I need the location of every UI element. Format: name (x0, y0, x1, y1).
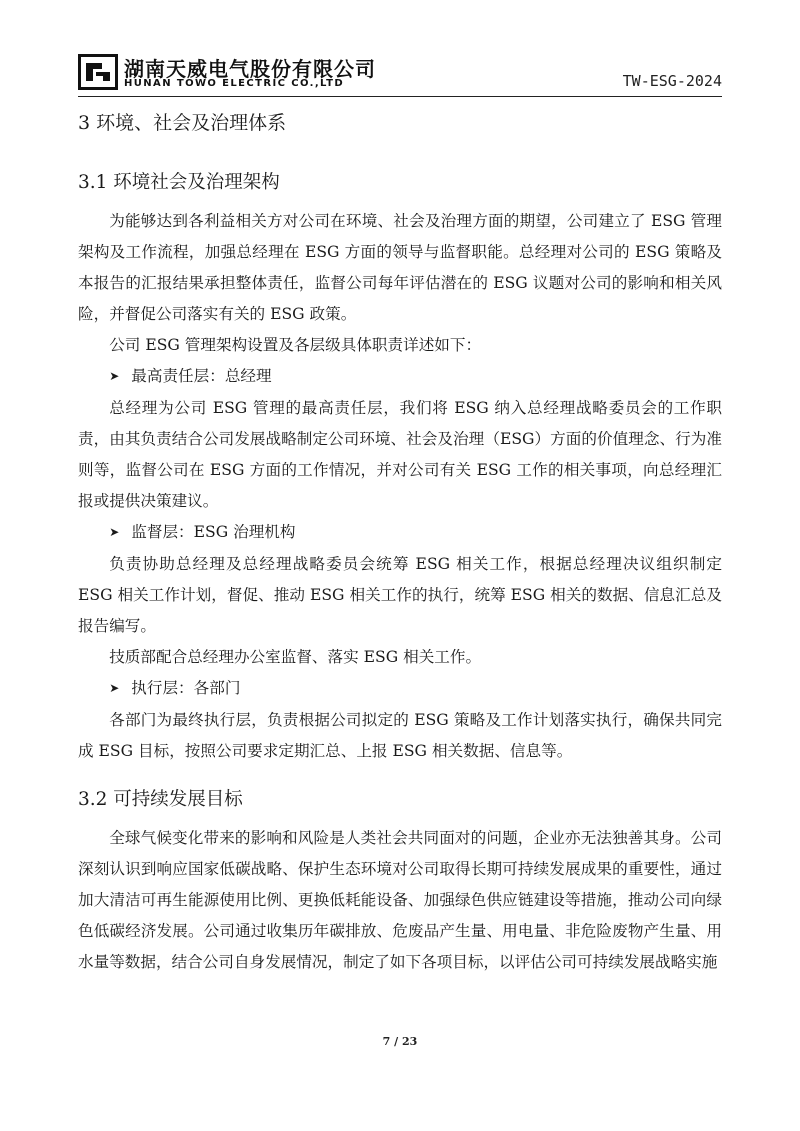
level-supervision-paragraph-2: 技质部配合总经理办公室监督、落实 ESG 相关工作。 (109, 648, 482, 666)
company-logo-icon (78, 54, 118, 90)
company-name-cn: 湖南天威电气股份有限公司 (124, 57, 376, 81)
document-code: TW-ESG-2024 (622, 72, 722, 90)
level-top-paragraph: 总经理为公司 ESG 管理的最高责任层，我们将 ESG 纳入总经理战略委员会的工作职责，由其负责结合公司发展战略制定公司环境、社会及治理（ESG）方面的价值理念、行为准则等，监督公司在 ESG 方面的工作情况，并对公司有关 ESG 工作的相关事项，向总经理汇报或提供决策建议。 (78, 399, 722, 510)
arrow-bullet-icon: ➤ (109, 681, 120, 695)
level-title: 执行层：各部门 (131, 679, 241, 697)
level-heading-top (78, 361, 722, 393)
section-3-1-heading: 3.1 环境社会及治理架构 (78, 172, 280, 193)
page-number: 7 / 23 (382, 1035, 418, 1048)
arrow-bullet-icon: ➤ (109, 369, 120, 383)
page-header (78, 50, 722, 97)
level-title: 最高责任层：总经理 (131, 367, 272, 385)
arrow-bullet-icon: ➤ (109, 525, 120, 539)
level-heading-supervision (78, 517, 722, 549)
section-3-2-heading: 3.2 可持续发展目标 (78, 789, 243, 810)
section-3-heading: 3 环境、社会及治理体系 (78, 112, 287, 134)
section-3-2-paragraph: 全球气候变化带来的影响和风险是人类社会共同面对的问题，企业亦无法独善其身。公司深刻认识到响应国家低碳战略、保护生态环境对公司取得长期可持续发展成果的重要性，通过加大清洁可再生能源使用比例、更换低耗能设备、加强绿色供应链建设等措施，推动公司向绿色低碳经济发展。公司通过收集历年碳排放、危废品产生量、用电量、非危险废物产生量、用水量等数据，结合公司自身发展情况，制定了如下各项目标，以评估公司可持续发展战略实施 (78, 829, 722, 971)
level-execution-paragraph: 各部门为最终执行层，负责根据公司拟定的 ESG 策略及工作计划落实执行，确保共同完成 ESG 目标，按照公司要求定期汇总、上报 ESG 相关数据、信息等。 (78, 711, 722, 760)
section-3-1-intro: 为能够达到各利益相关方对公司在环境、社会及治理方面的期望，公司建立了 ESG 管理架构及工作流程，加强总经理在 ESG 方面的领导与监督职能。总经理对公司的 ESG 策略及本报告的汇报结果承担整体责任，监督公司每年评估潜在的 ESG 议题对公司的影响和相关风险，并督促公司落实有关的 ESG 政策。 (78, 212, 722, 323)
company-name-en: HUNAN TOWO ELECTRIC CO.,LTD (124, 78, 345, 89)
level-supervision-paragraph: 负责协助总经理及总经理战略委员会统筹 ESG 相关工作，根据总经理决议组织制定 ESG 相关工作计划，督促、推动 ESG 相关工作的执行，统筹 ESG 相关的数据、信息汇总及报告编写。 (78, 555, 722, 635)
level-title: 监督层：ESG 治理机构 (131, 523, 296, 541)
level-heading-execution (78, 673, 722, 705)
section-3-1-lead: 公司 ESG 管理架构设置及各层级具体职责详述如下： (109, 336, 482, 354)
page-content (78, 100, 722, 978)
